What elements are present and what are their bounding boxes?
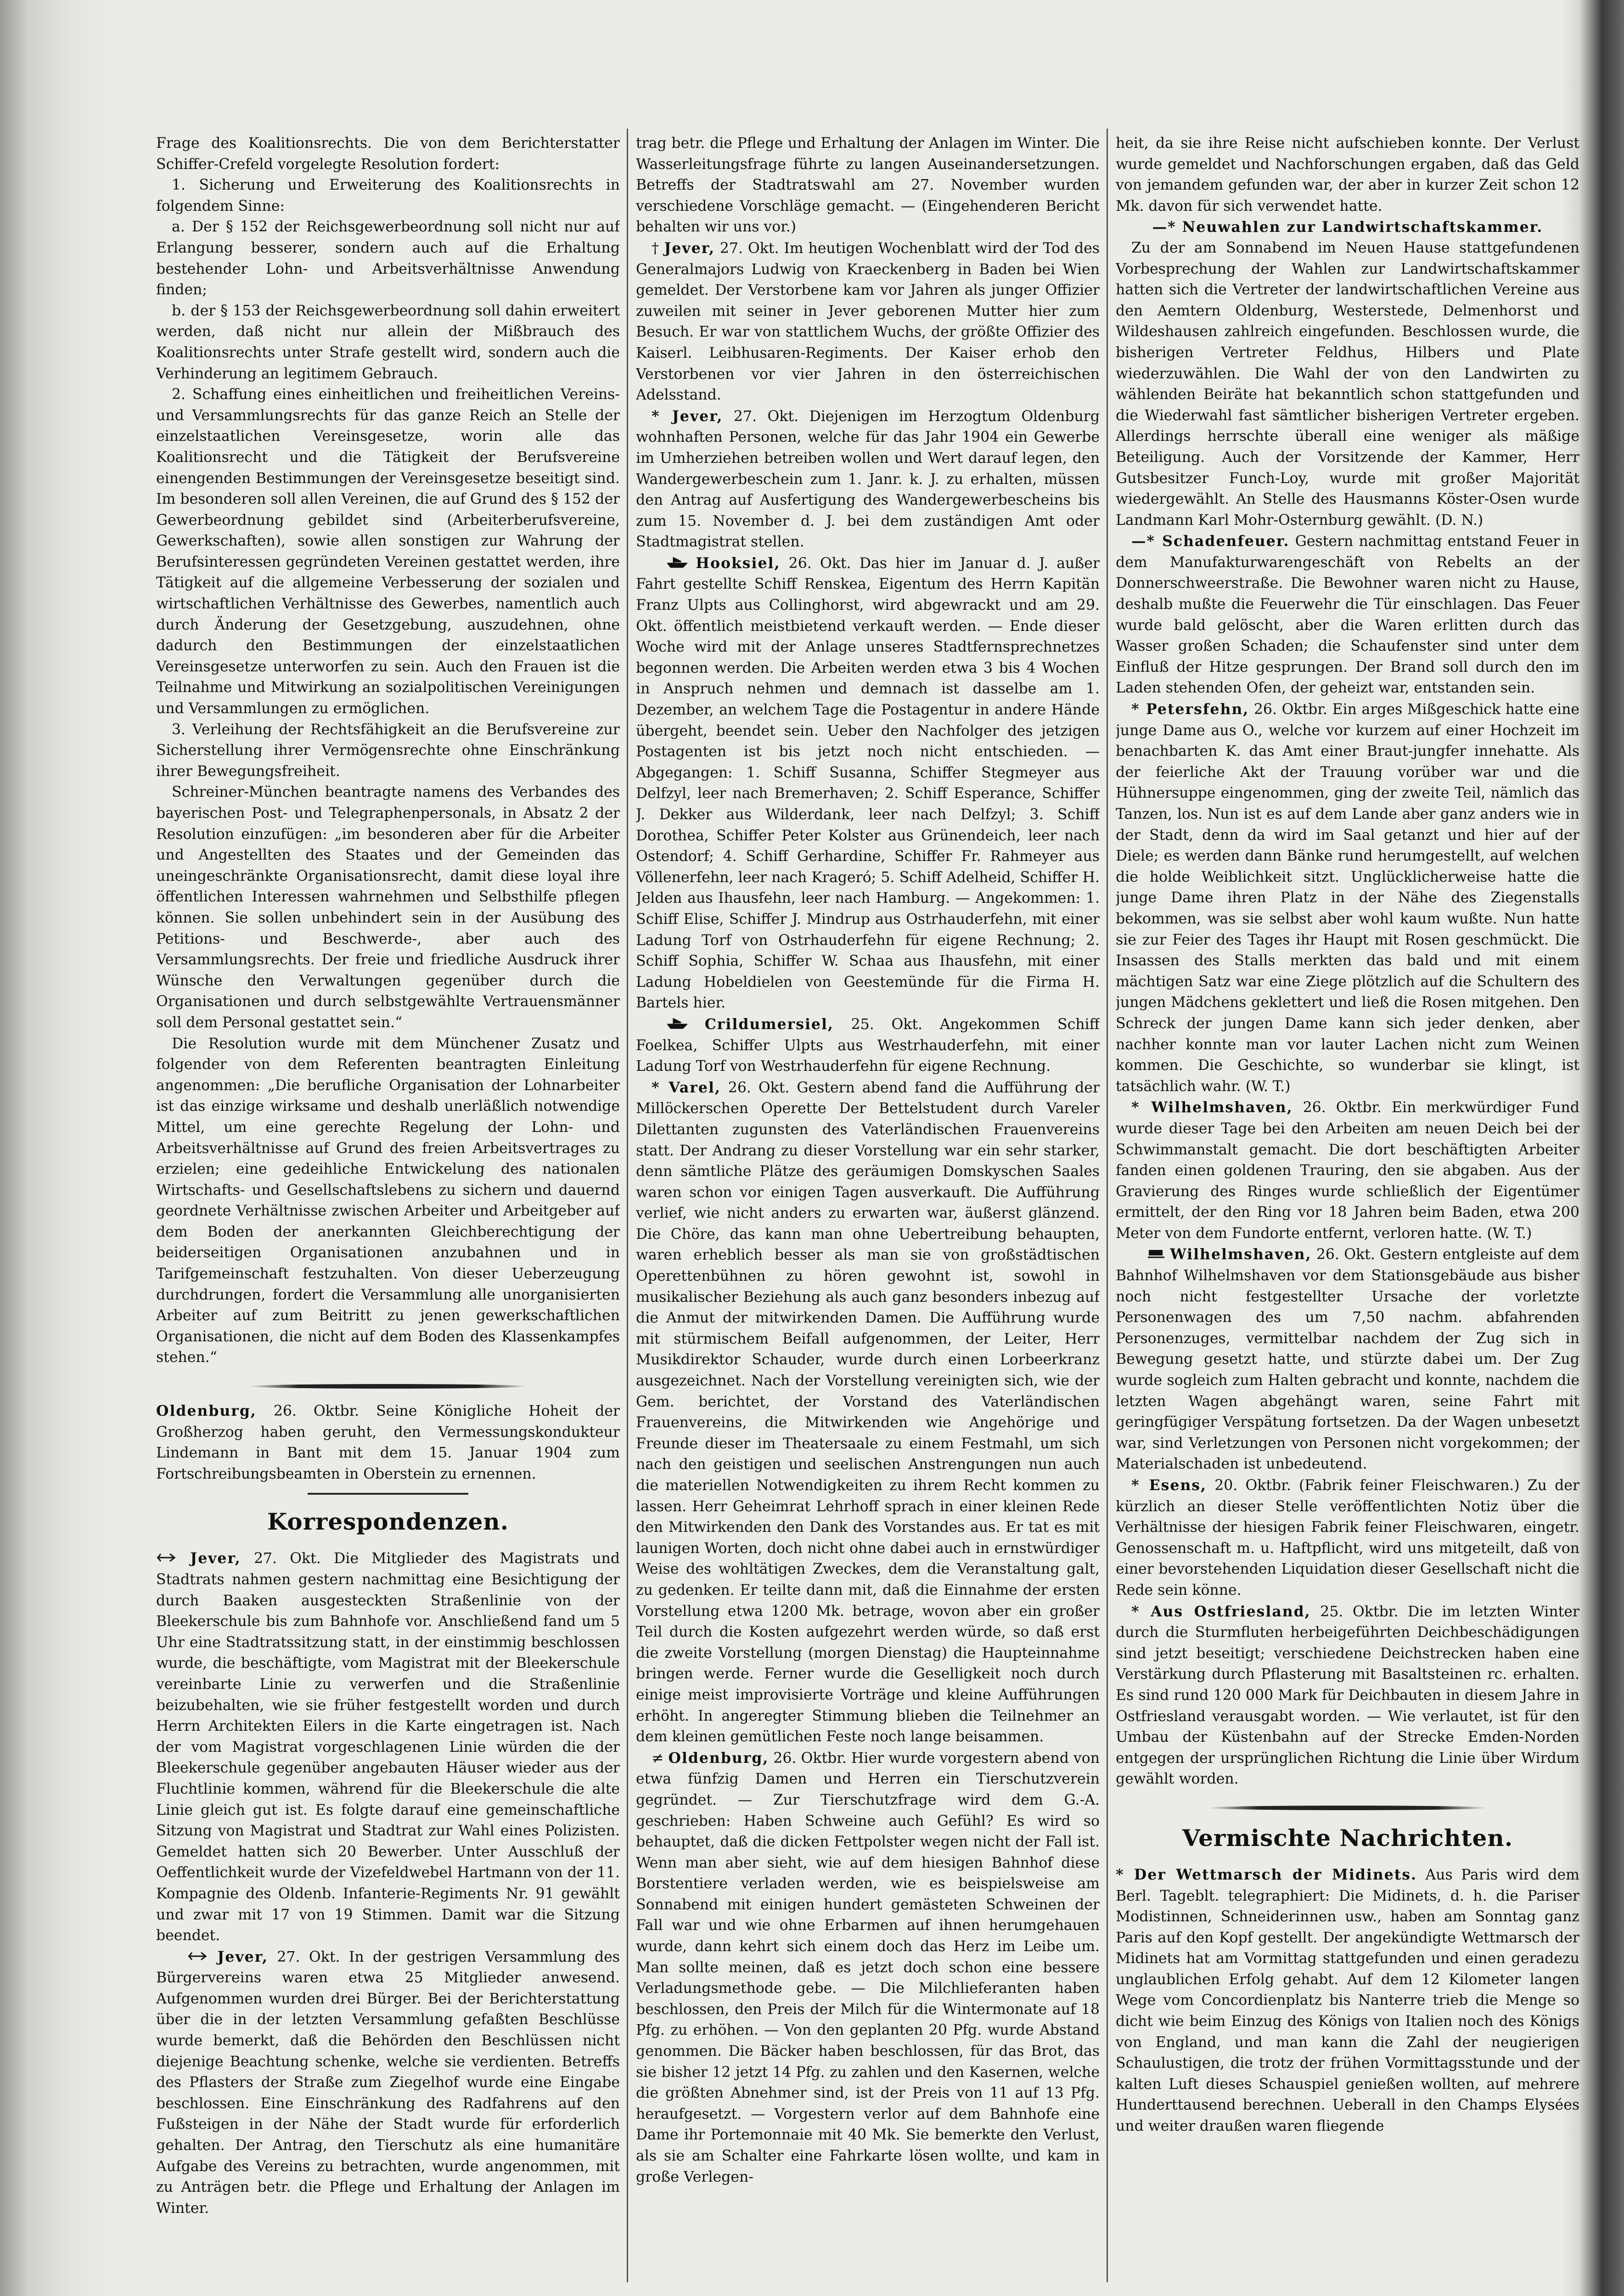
- news-text: 27. Okt. In der gestrigen Versammlung des Bürgervereins waren etwa 25 Mitglieder anwesend. Aufgenommen wurden drei Bürger. Bei der Berichterstattung über die in der letzten Versammlung gefaßten Beschlüsse wurde bemerkt, daß die Behörden den Beschlüssen nicht diejenige Beachtung schenke, welche sie verdienten. Betreffs des Pflasters der Straße zum Ziegelhof wurde eine Eingabe beschlossen. Eine Einschränkung des Radfahrens auf den Fußsteigen in der Nähe der Stadt wurde für erforderlich gehalten. Der Antrag, den Tierschutz als eine humanitäre Aufgabe des Vereins zu betrachten, wurde angenommen, mit zu Anträgen betr. die Pflege und Erhaltung der Anlagen im Winter.: [156, 1948, 620, 2217]
- news-text: 26. Okt. Das hier im Januar d. J. außer Fahrt gestellte Schiff Renskea, Eigentum des Herrn Kapitän Franz Ulpts aus Collinghorst, wird abgewrackt und am 29. Okt. öffentlich meistbietend verkauft werden. — Ende dieser Woche wird mit der Anlage unseres Stadtfernsprechnetzes begonnen werden. Die Arbeiten werden etwa 3 bis 4 Wochen in Anspruch nehmen und demnach ist dasselbe am 1. Dezember, an welchem Tage die Postagentur in andere Hände übergeht, beendet sein. Ueber den Nachfolger des jetzigen Postagenten ist bis jetzt noch nicht entschieden. — Abgegangen: 1. Schiff Susanna, Schiffer Stegmeyer aus Delfzyl, leer nach Bremerhaven; 2. Schiff Esperance, Schiffer J. Dekker aus Wilderdank, leer nach Delfzyl; 3. Schiff Dorothea, Schiffer Peter Kolster aus Grünendeich, leer nach Ostendorf; 4. Schiff Gerhardine, Schiffer Fr. Rahmeyer aus Völlenerfehn, leer nach Krageró; 5. Schiff Adelheid, Schiffer H. Jelden aus Ihausfehn, leer nach Hamburg. — Angekommen: 1. Schiff Elise, Schiffer J. Mindrup aus Ostrhauderfehn, mit einer Ladung Torf von Ostrhauderfehn für eigene Rechnung; 2. Schiff Sophia, Schiffer W. Schaa aus Ihausfehn, mit einer Ladung Hobeldielen von Geestemünde für die Firma H. Bartels hier.: [636, 555, 1100, 1012]
- column-middle: [636, 133, 1100, 2282]
- newspaper-page: [152, 106, 1593, 2296]
- cross-icon: †: [652, 240, 659, 257]
- place-name: Oldenburg,: [668, 1749, 769, 1767]
- railway-icon: [1131, 1244, 1165, 1266]
- news-item: [156, 1401, 620, 1485]
- place-name: * Petersfehn,: [1131, 701, 1249, 718]
- news-text: Zu der am Sonnabend im Neuen Hause stattgefundenen Vorbesprechung der Wahlen zur Landwirtschaftskammer hatten sich die Vertreter der landwirtschaftlichen Vereine aus den Aemtern Oldenburg, Westerstede, Delmenhorst und Wildeshausen zahlreich eingefunden. Beschlossen wurde, die bisherigen Vertreter Feldhus, Hilbers und Plate wiederzuwählen. Die Wahl der von den Landwirten zu wählenden Beiräte hat bekanntlich schon stattgefunden und die Wiederwahl fast sämtlicher bisherigen Vertreter ergeben. Allerdings herrschte überall eine weniger als mäßige Beteiligung. Auch der Vorsitzende der Kammer, Herr Gutsbesitzer Funch-Loy, wurde mit großer Majorität wiedergewählt. An Stelle des Hausmanns Köster-Osen wurde Landmann Karl Mohr-Osternburg gewählt. (D. N.): [1116, 239, 1579, 529]
- news-item: [636, 1014, 1100, 1077]
- news-item: [1116, 1601, 1579, 1790]
- news-item: [636, 238, 1100, 406]
- separator-rule: [308, 1493, 468, 1495]
- news-item: [1116, 699, 1579, 1097]
- news-text: 26. Oktbr. Ein arges Mißgeschick hatte eine junge Dame aus O., welche vor kurzem auf einer Hochzeit im benachbarten K. das Amt einer Braut-jungfer innehatte. Als der feierliche Akt der Trauung vorüber war und die Hühnersuppe eingenommen, ging der zweite Teil, nämlich das Tanzen, los. Nun ist es auf dem Lande aber ganz anders wie in der Stadt, denn da wird im Saal getanzt und hier auf der Diele; es werden dann Bänke rund herumgestellt, auf welchen die holde Weiblichkeit sitzt. Unglücklicherweise hatte die junge Dame ihren Platz in der Nähe des Ziegenstalls bekommen, was sie selbst aber wohl kaum wußte. Nun hatte sie zur Feier des Tages ihr Haupt mit Rosen geschmückt. Die Insassen des Stalls merkten das bald und mit einem mächtigen Satz war eine Ziege plötzlich auf die Schultern des jungen Mädchens geklettert und ließ die Rosen mitgehen. Den Schreck der jungen Dame kann sich jeder denken, aber nachher konnte man vor lauter Lachen nicht zum Weinen kommen. Die Geschichte, so wunderbar sie klingt, ist tatsächlich wahr. (W. T.): [1116, 701, 1579, 1095]
- news-text: 27. Okt. Diejenigen im Herzogtum Oldenburg wohnhaften Personen, welche für das Jahr 1904 ein Gewerbe im Umherziehen betreiben wollen und Wert darauf legen, den Wandergewerbeschein zum 1. Janr. k. J. zu erhalten, müssen den Antrag auf Ausfertigung des Wandergewerbescheins bis zum 15. November d. J. bei dem zuständigen Amt oder Stadtmagistrat stellen.: [636, 408, 1100, 551]
- ship-icon: [652, 1014, 687, 1035]
- place-name: Crildumersiel,: [704, 1015, 834, 1033]
- news-item: [1116, 1097, 1579, 1244]
- news-heading: —* Schadenfeuer.: [1131, 533, 1290, 550]
- telegraph-icon: [156, 1548, 177, 1570]
- place-name: * Jever,: [652, 407, 723, 425]
- news-item: [156, 1947, 620, 2219]
- news-text: Gestern nachmittag entstand Feuer in dem Manufakturwarengeschäft von Rebelts an der Donnerschweerstraße. Die Bewohner waren nicht zu Hause, deshalb mußte die Feuerwehr die Tür einschlagen. Das Feuer wurde bald gelöscht, aber die Waren erlitten durch das Wasser großen Schaden; die Schaufenster sind unter dem Einfluß der Hitze gesprungen. Der Brand soll durch den im Laden stehenden Ofen, der geheizt war, entstanden sein.: [1116, 533, 1579, 697]
- news-text: Aus Paris wird dem Berl. Tageblt. telegraphiert: Die Midinets, d. h. die Pariser Modistinnen, Schneiderinnen usw., haben am Sonntag ganz Paris auf den Kopf gestellt. Der angekündigte Wettmarsch der Midinets hat am Vormittag stattgefunden und einen geradezu unglaublichen Erfolg gehabt. Auf dem 12 Kilometer langen Wege vom Concordienplatz bis Nanterre trieb die Menge so dicht wie beim Einzug des Königs von Italien noch des Königs von England, und man kann die Zahl der neugierigen Schaulustigen, die trotz der frühen Vormittagsstunde und der kalten Luft dieses Schauspiel genießen wollten, auf mehrere Hunderttausend berechnen. Ueberall in den Champs Elysées und weiter draußen waren fliegende: [1116, 1866, 1579, 2135]
- section-title: Korrespondenzen.: [267, 1508, 509, 1536]
- news-text: 27. Okt. Die Mitglieder des Magistrats und Stadtrats nahmen gestern nachmittag eine Besichtigung der durch Baaken ausgesteckten Straßenlinie von der Bleekerschule bis zum Bahnhofe vor. Anschließend fand um 5 Uhr eine Stadtratssitzung statt, in der einstimmig beschlossen wurde, die beschäftigte, vom Magistrat mit der Bleekerschule vereinbarte Linie zu verwerfen und die Straßenlinie beizubehalten, wie sie früher festgestellt worden und durch Herrn Architekten Eilers in die Karte eingetragen ist. Nach der vom Magistrat vorgeschlagenen Linie würden die der Bleekerschule gegenüber angebauten Häuser wieder aus der Fluchtlinie kommen, während für die Bleekerschule die alte Linie gleich gut ist. Es folgte darauf eine gemeinschaftliche Sitzung von Magistrat und Stadtrat zur Wahl eines Polizisten. Gemeldet hatten sich 20 Bewerber. Unter Ausschluß der Oeffentlichkeit wurde der Vizefeldwebel Hartmann von der 11. Kompagnie des Oldenb. Infanterie-Regiments Nr. 91 gewählt und zwar mit 17 von 19 Stimmen. Damit war die Sitzung beendet.: [156, 1550, 620, 1944]
- news-text: 26. Okt. Gestern abend fand die Aufführung der Millöckerschen Operette Der Bettelstudent durch Vareler Dilettanten zugunsten des Vaterländischen Frauenvereins statt. Der Andrang zu dieser Vorstellung war ein sehr starker, denn sämtliche Plätze des geräumigen Domskyschen Saales waren schon vor einigen Tagen ausverkauft. Die Aufführung verlief, wie nicht anders zu erwarten war, äußerst glänzend. Die Chöre, das kann man ohne Uebertreibung behaupten, waren erheblich besser als man sie von großstädtischen Operettenbühnen zu hören gewohnt ist, sowohl in musikalischer Beziehung als auch ganz besonders inbezug auf die Anmut der mitwirkenden Damen. Die Aufführung wurde mit stürmischem Beifall aufgenommen, der Leiter, Herr Musikdirektor Schauder, wurde durch einen Lorbeerkranz ausgezeichnet. Nach der Vorstellung vereinigten sich, wie der Gem. berichtet, der Vorstand des Vaterländischen Frauenvereins, die Mitwirkenden wie Angehörige und Freunde dieser im Theatersaale zu einem Festmahl, um sich nach den geistigen und seelischen Anstrengungen nun auch die materiellen Notwendigkeiten zu ihrem Recht kommen zu lassen. Herr Geheimrat Lehrhoff sprach in einer kleinen Rede den Mitwirkenden den Dank des Vorstandes aus. Er tat es mit launigen Worten, doch nicht ohne dabei auch in ernstwürdiger Weise des wohltätigen Zweckes, dem die Veranstaltung galt, zu gedenken. Er teilte dann mit, daß die Einnahme der ersten Vorstellung etwa 1200 Mk. betrage, wovon aber ein großer Teil durch die Kosten aufgezehrt werden würde, so daß erst die zweite Vorstellung (morgen Dienstag) die Haupteinnahme bringen werde. Ferner wurde die Geselligkeit noch durch einige meist improvisierte Vorträge und kleine Aufführungen erhöht. In angeregter Stimmung blieben die Teilnehmer an dem kleinen gemütlichen Feste noch lange beisammen.: [636, 1079, 1100, 1745]
- place-name: Oldenburg,: [156, 1402, 257, 1420]
- news-text: 25. Oktbr. Die im letzten Winter durch die Sturmfluten herbeigeführten Deichbeschädigungen sind jetzt beseitigt; verschiedene Deichstrecken haben eine Verstärkung durch Pflasterung mit Basaltsteinen rc. erhalten. Es sind rund 120 000 Mark für Deichbauten in diesem Jahre in Ostfriesland verausgabt worden. — Wie verlautet, ist für den Umbau der Küstenbahn auf der Strecke Emden-Norden entgegen der ursprünglichen Richtung die Linie über Wirdum gewählt worden.: [1116, 1603, 1579, 1788]
- news-item: [1116, 1244, 1579, 1475]
- place-name: Jever,: [664, 239, 715, 257]
- place-name: Wilhelmshaven,: [1170, 1246, 1312, 1263]
- news-item: [636, 1077, 1100, 1748]
- place-name: * Wilhelmshaven,: [1131, 1099, 1293, 1116]
- article-paragraph: Schreiner-München beantragte namens des Verbandes des bayerischen Post- und Telegraphenpersonals, in Absatz 2 der Resolution einzufügen: „im besonderen aber für die Arbeiter und Angestellten des Staates und der Gemeinden das uneingeschränkte Organisationsrecht, damit diese loyal ihre öffentlichen Interessen wahrnehmen und Selbsthilfe pflegen können. Sie sollen unbehindert sein in der Ausübung des Petitions- und Beschwerde-, aber auch des Versammlungsrechts. Der freie und friedliche Ausdruck ihrer Wünsche den Verwaltungen gegenüber durch die Organisationen und durch selbstgewählte Vertrauensmänner soll dem Personal gestattet sein.“: [156, 784, 620, 1031]
- article-paragraph: 2. Schaffung eines einheitlichen und freiheitlichen Vereins- und Versammlungsrechts für das ganze Reich an Stelle der einzelstaatlichen Vereinsgesetze, worin alle das Koalitionsrecht und die Tätigkeit der Berufsvereine einengenden Bestimmungen der Vereinsgesetze beseitigt sind. Im besonderen soll allen Vereinen, die auf Grund des § 152 der Gewerbeordnung gebildet sind (Arbeiterberufsvereine, Gewerkschaften), sowie allen sonstigen zur Wahrung der Berufsinteressen gegründeten Vereinen gestattet werden, ihre Tätigkeit auf die allgemeine Verbesserung der sozialen und wirtschaftlichen Verhältnisse des Gewerbes, namentlich auch durch Änderung der Gesetzgebung, auszudehnen, ohne dadurch den Bestimmungen der einzelstaatlichen Vereinsgesetze unterworfen zu sein. Auch den Frauen ist die Teilnahme und Mitwirkung an sozialpolitischen Vereinigungen und Versammlungen zu ermöglichen.: [156, 386, 620, 717]
- article-paragraph: b. der § 153 der Reichsgewerbeordnung soll dahin erweitert werden, daß nicht nur allein der Mißbrauch des Koalitionsrechts unter Strafe gestellt wird, sondern auch die Verhinderung an legitimem Gebrauch.: [156, 302, 620, 382]
- news-item: [636, 553, 1100, 1014]
- telegraph-icon: [172, 1947, 208, 1968]
- news-item: [636, 1748, 1100, 2188]
- news-item: [1116, 1475, 1579, 1601]
- column-right: [1116, 133, 1579, 2282]
- column-divider: [1107, 129, 1108, 2282]
- place-name: * Aus Ostfriesland,: [1131, 1603, 1311, 1620]
- news-item: [1116, 1864, 1579, 2137]
- news-heading: —* Neuwahlen zur Landwirtschaftskammer.: [1152, 219, 1543, 236]
- news-item: [156, 1548, 620, 1946]
- column-left: [156, 133, 620, 2282]
- article-paragraph: heit, da sie ihre Reise nicht aufschieben konnte. Der Verlust wurde gemeldet und Nachforschungen ergaben, daß das Geld von jemandem gefunden war, der aber in kurzer Zeit schon 12 Mk. davon für sich verwendet hatte.: [1116, 135, 1579, 214]
- separator-rule: [1208, 1806, 1488, 1810]
- news-text: 26. Oktbr. Seine Königliche Hoheit der Großherzog haben geruht, den Vermessungskondukteur Lindemann in Bant mit dem 15. Januar 1904 zum Fortschreibungsbeamten in Oberstein zu ernennen.: [156, 1403, 620, 1482]
- separator-rule: [248, 1384, 528, 1389]
- place-name: * Varel,: [652, 1079, 721, 1096]
- article-paragraph: trag betr. die Pflege und Erhaltung der Anlagen im Winter. Die Wasserleitungsfrage führte zu langen Auseinandersetzungen. Betreffs der Stadtratswahl am 27. November wurden verschiedene Vorschläge gemacht. — (Eingehenderen Bericht behalten wir uns vor.): [636, 135, 1100, 236]
- article-paragraph: Die Resolution wurde mit dem Münchener Zusatz und folgender von dem Referenten beantragten Einleitung angenommen: „Die berufliche Organisation der Lohnarbeiter ist das einzige wirksame und deshalb unerläßlich notwendige Mittel, um eine gerechte Regelung der Lohn- und Arbeitsverhältnisse auf Grund des freien Arbeitsvertrages zu erzielen; eine gedeihliche Entwickelung des nationalen Wirtschafts- und Gesellschaftslebens zu sichern und dauernd geordnete Verhältnisse zwischen Arbeiter und Arbeitgeber auf dem Boden der anerkannten Gleichberechtigung der beiderseitigen Organisationen anzubahnen und in Tarifgemeinschaft festzuhalten. Von dieser Ueberzeugung durchdrungen, fordert die Versammlung alle unorganisierten Arbeiter auf zum Beitritt zu jenen gewerkschaftlichen Organisationen, die nicht auf dem Boden des Klassenkampfes stehen.“: [156, 1035, 620, 1366]
- place-name: Hooksiel,: [696, 554, 781, 572]
- section-title: Vermischte Nachrichten.: [1182, 1824, 1513, 1851]
- column-divider: [627, 129, 628, 2282]
- news-text: 25. Okt. Angekommen Schiff Foelkea, Schiffer Ulpts aus Westrhauderfehn, mit einer Ladung Torf von Westrhauderfehn für eigene Rechnung.: [636, 1016, 1100, 1075]
- news-text: 20. Oktbr. (Fabrik feiner Fleischwaren.) Zu der kürzlich an dieser Stelle veröffentlichten Notiz über die Verhältnisse der hiesigen Fabrik feiner Fleischwaren, eingetr. Genossenschaft m. u. Haftpflicht, wird uns mitgeteilt, daß von einer bevorstehenden Liquidation dieser Gesellschaft nicht die Rede sein könne.: [1116, 1477, 1579, 1598]
- news-item: [636, 406, 1100, 553]
- news-text: 26. Oktbr. Ein merkwürdiger Fund wurde dieser Tage bei den Arbeiten am neuen Deich bei der Schwimmanstalt gemacht. Die dort beschäftigten Arbeiter fanden einen goldenen Trauring, den sie abgaben. Aus der Gravierung des Ringes wurde schließlich der Eigentümer ermittelt, der den Ring vor 18 Jahren beim Baden, etwa 200 Meter von dem Fundorte entfernt, verloren hatte. (W. T.): [1116, 1099, 1579, 1242]
- ship-icon: [652, 553, 687, 574]
- news-item: [1116, 531, 1579, 699]
- place-name: Jever,: [217, 1948, 268, 1965]
- article-paragraph: Frage des Koalitionsrechts. Die von dem Berichterstatter Schiffer-Crefeld vorgelegte Resolution fordert:: [156, 135, 620, 173]
- article-paragraph: 1. Sicherung und Erweiterung des Koalitionsrechts in folgendem Sinne:: [156, 177, 620, 214]
- news-heading: * Der Wettmarsch der Midinets.: [1116, 1866, 1417, 1883]
- article-paragraph: 3. Verleihung der Rechtsfähigkeit an die Berufsvereine zur Sicherstellung ihrer Vermögensrechte ohne Einschränkung ihrer Bewegungsfreiheit.: [156, 721, 620, 780]
- article-paragraph: a. Der § 152 der Reichsgewerbeordnung soll nicht nur auf Erlangung besserer, sondern auch auf die Erhaltung bestehender Lohn- und Arbeitsverhältnisse Anwendung finden;: [156, 219, 620, 298]
- place-name: * Esens,: [1131, 1477, 1207, 1494]
- dagger-icon: ≠: [652, 1750, 664, 1767]
- place-name: Jever,: [190, 1550, 241, 1567]
- news-text: 26. Oktbr. Hier wurde vorgestern abend von etwa fünfzig Damen und Herren ein Tierschutzverein gegründet. — Zur Tierschutzfrage wird dem G.-A. geschrieben: Haben Schweine auch Gefühl? Es wird so behauptet, daß die dicken Fettpolster wegen nicht der Fall ist. Wenn man aber sieht, wie auf dem hiesigen Bahnhof diese Borstentiere verladen werden, wie es beispielsweise am Sonnabend mit einigen hundert gemästeten Schweinen der Fall war und wie ohne Erbarmen auf ihnen herumgehauen wurde, dann kehrt sich einem doch das Herz im Leibe um. Man sollte meinen, daß es jetzt doch schon eine bessere Verladungsmethode gebe. — Die Milchlieferanten haben beschlossen, den Preis der Milch für die Wintermonate auf 18 Pfg. zu erhöhen. — Von den geplanten 20 Pfg. wurde Abstand genommen. Die Bäcker haben beschlossen, für das Brot, das sie bisher 12 jetzt 14 Pfg. zu zahlen und den Kasernen, welche die größten Abnehmer sind, ist der Preis von 11 auf 13 Pfg. heraufgesetzt. — Vorgestern verlor auf dem Bahnhofe eine Dame ihr Portemonnaie mit 40 Mk. Sie bemerkte den Verlust, als sie am Schalter eine Fahrkarte lösen wollte, und kam in große Verlegen-: [636, 1750, 1100, 2185]
- news-text: 26. Okt. Gestern entgleiste auf dem Bahnhof Wilhelmshaven vor dem Stationsgebäude aus bisher noch nicht festgestellter Ursache der vorletzte Personenwagen des um 7,50 nachm. abfahrenden Personenzuges, vermittelbar nachdem der Zug sich in Bewegung gesetzt hatte, und stürzte dabei um. Der Zug wurde sogleich zum Halten gebracht und konnte, nachdem die letzten Wagen abgehängt waren, seine Fahrt mit geringfügiger Verspätung fortsetzen. Da der Wagen unbesetzt war, sind Verletzungen von Personen nicht vorgekommen; der Materialschaden ist unbedeutend.: [1116, 1246, 1579, 1473]
- news-text: 27. Okt. Im heutigen Wochenblatt wird der Tod des Generalmajors Ludwig von Kraeckenberg in Baden bei Wien gemeldet. Der Verstorbene kam vor Jahren als junger Offizier zuweilen mit seiner in Jever geborenen Mutter hier zum Besuch. Er war von stattlichem Wuchs, der größte Offizier des Kaiserl. Leibhusaren-Regiments. Der Kaiser erhob den Verstorbenen vor vier Jahren in den österreichischen Adelsstand.: [636, 240, 1100, 404]
